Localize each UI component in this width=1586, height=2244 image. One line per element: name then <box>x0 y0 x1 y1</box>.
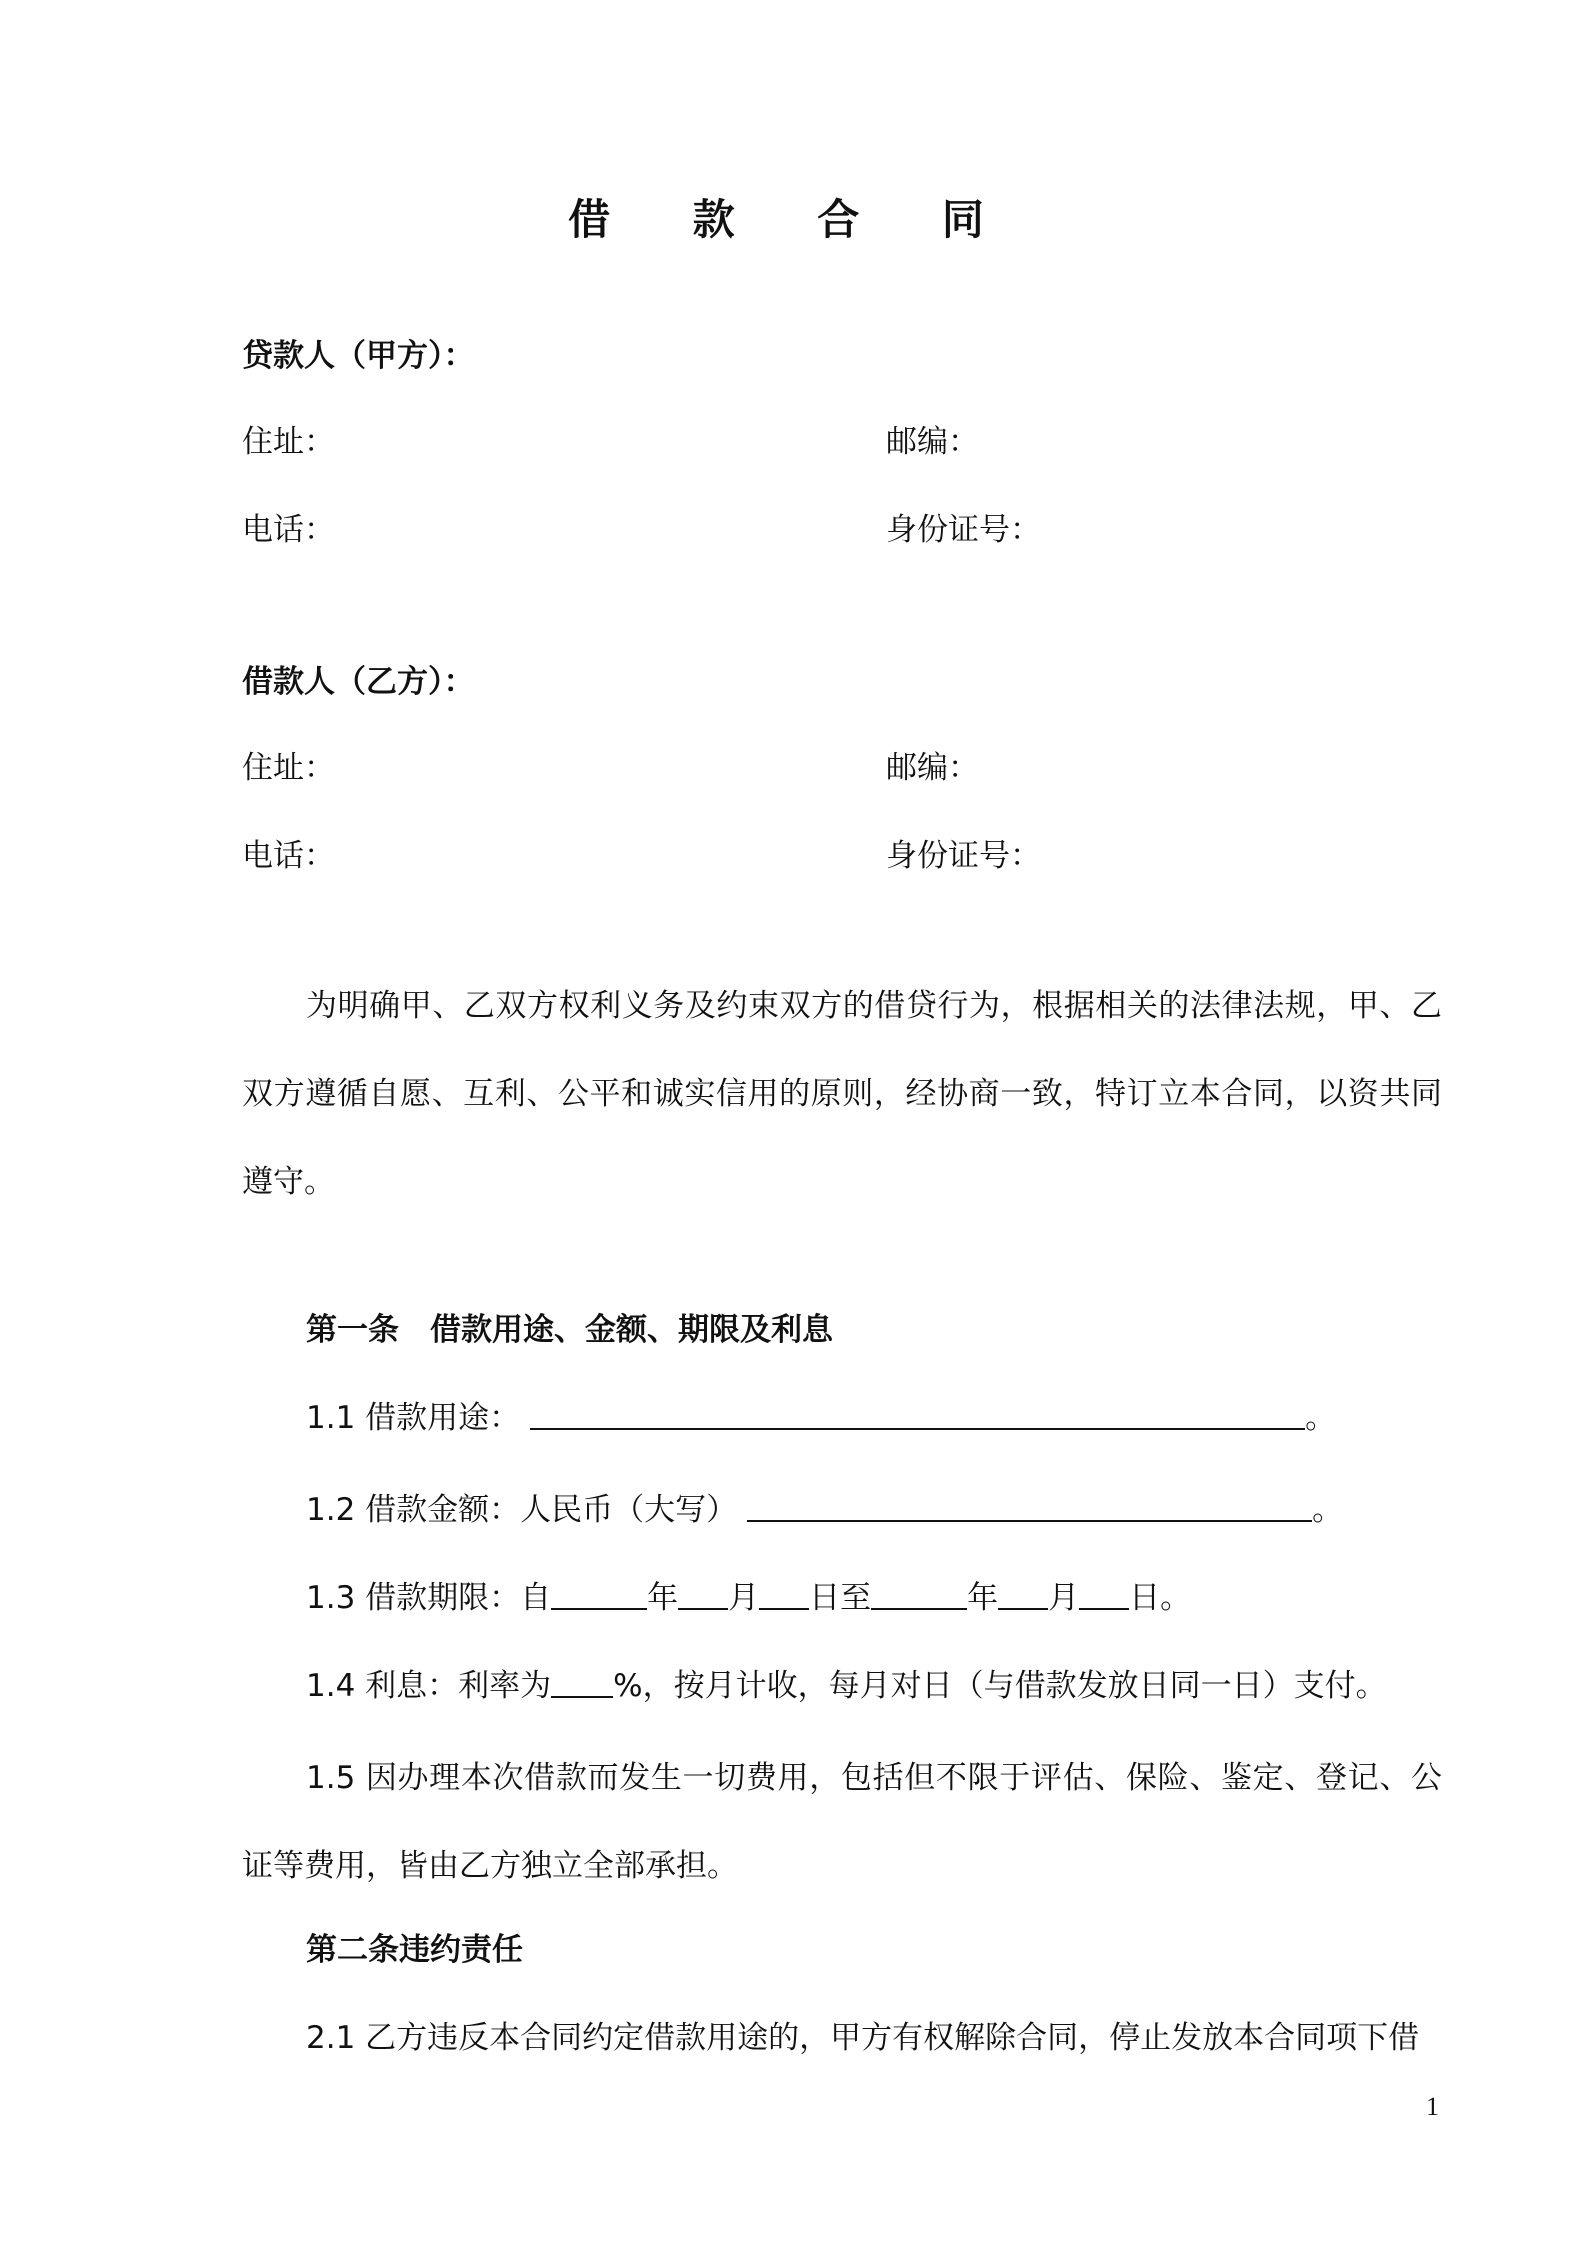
lender-postcode-label: 邮编： <box>886 424 979 460</box>
article1-item2 <box>306 1488 1343 1532</box>
lender-address-label: 住址： <box>242 424 335 460</box>
loan-purpose-end: 。 <box>1305 1400 1337 1436</box>
interest-rate-blank <box>551 1666 613 1698</box>
start-day-unit: 日至 <box>809 1580 872 1616</box>
loan-purpose-blank <box>530 1398 1305 1430</box>
lender-id-label: 身份证号： <box>886 512 1041 548</box>
interest-rest: %，按月计收，每月对日（与借款发放日同一日）支付。 <box>613 1668 1387 1704</box>
borrower-heading: 借款人（乙方）： <box>242 664 475 700</box>
document-title: 借 款 合 同 <box>568 195 1018 244</box>
preamble-paragraph: 为明确甲、乙双方权利义务及约束双方的借贷行为，根据相关的法律法规，甲、乙双方遵循自愿、互利、公平和诚实信用的原则，经协商一致，特订立本合同，以资共同遵守。 <box>242 988 1442 1200</box>
start-month-blank <box>678 1578 728 1610</box>
lender-phone-label: 电话： <box>242 512 335 548</box>
loan-purpose-label: 1.1 借款用途： <box>306 1400 521 1436</box>
borrower-id-label: 身份证号： <box>886 838 1041 874</box>
interest-label: 1.4 利息：利率为 <box>306 1668 552 1704</box>
article1-heading: 第一条 借款用途、金额、期限及利息 <box>306 1312 833 1348</box>
lender-heading: 贷款人（甲方）： <box>242 338 475 374</box>
end-month-blank <box>998 1578 1048 1610</box>
article1-item3 <box>306 1576 1191 1620</box>
loan-amount-end: 。 <box>1312 1492 1344 1528</box>
article1-item1 <box>306 1396 1336 1440</box>
article2-item1: 2.1 乙方违反本合同约定借款用途的，甲方有权解除合同，停止发放本合同项下借 <box>306 2020 1420 2056</box>
loan-amount-blank <box>747 1490 1312 1522</box>
loan-amount-label: 1.2 借款金额：人民币（大写） <box>306 1492 738 1528</box>
article1-item5: 1.5 因办理本次借款而发生一切费用，包括但不限于评估、保险、鉴定、登记、公证等费用，皆由乙方独立全部承担。 <box>242 1760 1442 1884</box>
end-year-unit: 年 <box>967 1580 999 1616</box>
end-day-unit: 日。 <box>1129 1580 1192 1616</box>
end-day-blank <box>1079 1578 1129 1610</box>
start-year-unit: 年 <box>647 1580 679 1616</box>
article1-item4 <box>306 1664 1387 1708</box>
loan-term-label: 1.3 借款期限：自 <box>306 1580 552 1616</box>
start-year-blank <box>551 1578 647 1610</box>
article2-heading: 第二条违约责任 <box>306 1932 523 1968</box>
start-month-unit: 月 <box>728 1580 760 1616</box>
page-number: 1 <box>1426 2092 1439 2121</box>
borrower-phone-label: 电话： <box>242 838 335 874</box>
borrower-postcode-label: 邮编： <box>886 750 979 786</box>
end-year-blank <box>871 1578 967 1610</box>
borrower-address-label: 住址： <box>242 750 335 786</box>
end-month-unit: 月 <box>1048 1580 1080 1616</box>
start-day-blank <box>759 1578 809 1610</box>
